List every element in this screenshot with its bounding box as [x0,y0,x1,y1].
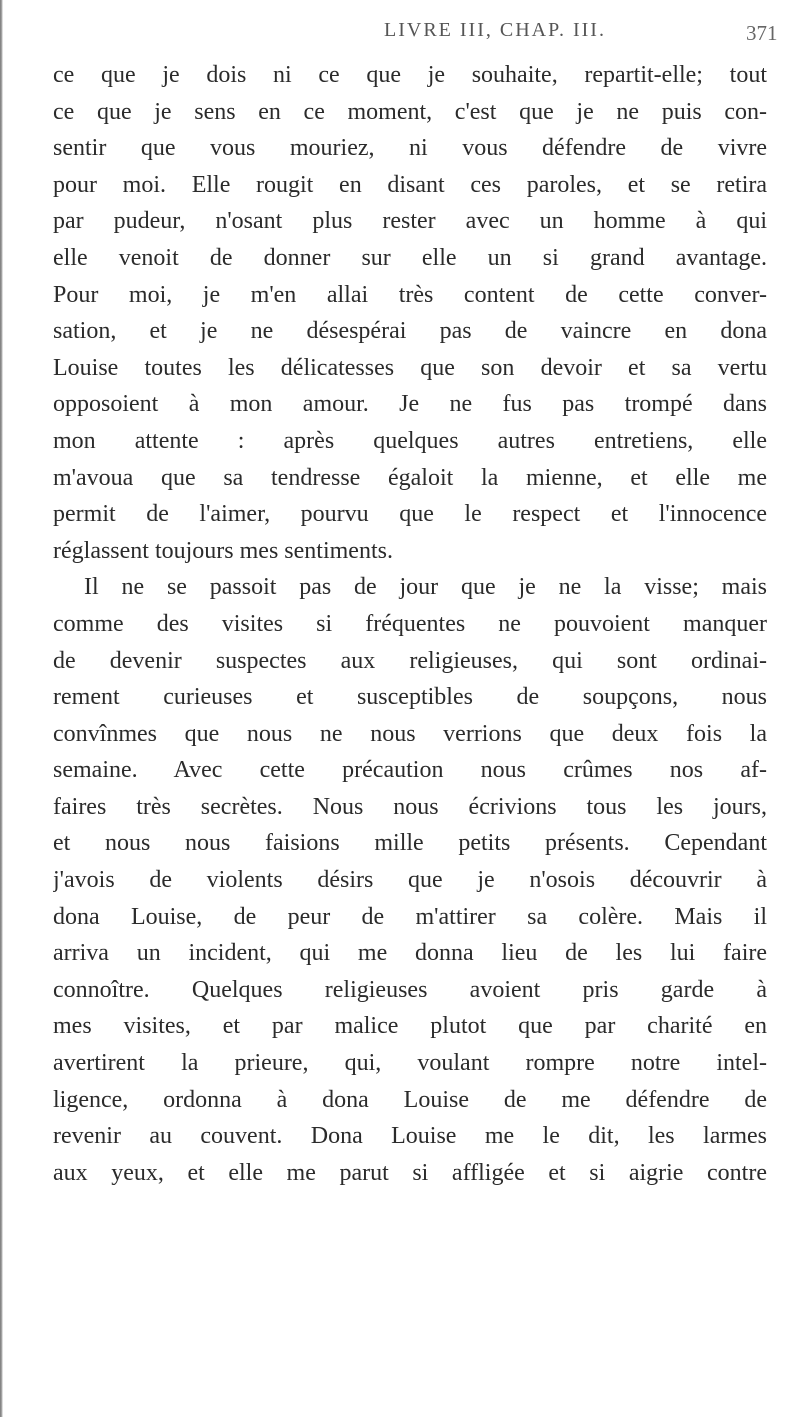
text-line: connoître. Quelques religieuses avoient pris garde à [53,976,767,1003]
text-line: j'avois de violents désirs que je n'osois découvrir à [53,867,767,894]
text-line: permit de l'aimer, pourvu que le respect et l'innocence [53,501,767,528]
page-number: 371 [746,21,778,45]
paragraph-start-line: Il ne se passoit pas de jour que je ne la visse; mais [84,574,767,601]
text-line: Louise toutes les délicatesses que son devoir et sa vertu [53,354,767,381]
page-binding-edge [0,0,3,1417]
text-line: mon attente : après quelques autres entretiens, elle [53,427,767,454]
text-line: dona Louise, de peur de m'attirer sa colère. Mais il [53,903,767,930]
text-line: convînmes que nous ne nous verrions que deux fois la [53,720,767,747]
text-line: aux yeux, et elle me parut si affligée et si aigrie contre [53,1159,767,1186]
text-line: de devenir suspectes aux religieuses, qui sont ordinai- [53,647,767,674]
text-line: ce que je sens en ce moment, c'est que je ne puis con- [53,98,767,125]
text-line: revenir au couvent. Dona Louise me le dit, les larmes [53,1123,767,1150]
text-line: ce que je dois ni ce que je souhaite, repartit-elle; tout [53,62,767,88]
page-header [0,19,800,59]
text-line: rement curieuses et susceptibles de soupçons, nous [53,684,767,711]
running-title: LIVRE III, CHAP. III. [384,19,606,41]
text-line: m'avoua que sa tendresse égaloit la mienne, et elle me [53,464,767,491]
text-line: et nous nous faisions mille petits présents. Cependant [53,830,767,857]
text-line: ligence, ordonna à dona Louise de me défendre de [53,1086,767,1113]
text-line: pour moi. Elle rougit en disant ces paroles, et se retira [53,171,767,198]
body-text [53,57,767,1191]
text-line: par pudeur, n'osant plus rester avec un homme à qui [53,208,767,235]
text-line: semaine. Avec cette précaution nous crûmes nos af- [53,757,767,784]
text-line: mes visites, et par malice plutot que par charité en [53,1013,767,1040]
text-line: sation, et je ne désespérai pas de vaincre en dona [53,318,767,345]
text-line: arriva un incident, qui me donna lieu de les lui faire [53,940,767,967]
text-line: avertirent la prieure, qui, voulant rompre notre intel- [53,1050,767,1077]
text-line: sentir que vous mouriez, ni vous défendre de vivre [53,135,767,162]
text-line: opposoient à mon amour. Je ne fus pas trompé dans [53,391,767,418]
text-line: Pour moi, je m'en allai très content de cette conver- [53,281,767,308]
paragraph-end-line: réglassent toujours mes sentiments. [53,537,393,564]
text-line: faires très secrètes. Nous nous écrivions tous les jours, [53,793,767,820]
text-line: elle venoit de donner sur elle un si grand avantage. [53,244,767,271]
text-line: comme des visites si fréquentes ne pouvoient manquer [53,610,767,637]
